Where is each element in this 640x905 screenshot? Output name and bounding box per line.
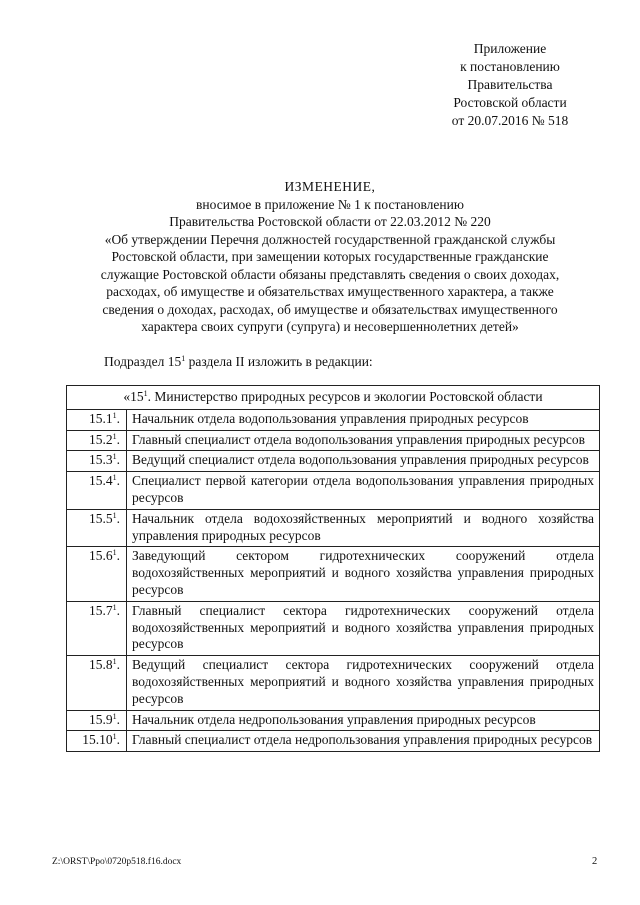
table-row: [67, 731, 600, 752]
position-number: 15.4: [89, 473, 113, 489]
appendix-line: к постановлению: [460, 59, 560, 74]
position-title-cell: Главный специалист отдела недропользования управления природных ресурсов: [127, 731, 600, 752]
position-title-cell: Начальник отдела недропользования управления природных ресурсов: [127, 710, 600, 731]
table-header-row: [67, 386, 600, 410]
position-title-cell: Начальник отдела водопользования управления природных ресурсов: [127, 409, 600, 430]
ministry-header-cell: [67, 386, 600, 410]
position-title-cell: Специалист первой категории отдела водопользования управления природных ресурсов: [127, 472, 600, 510]
positions-table: [66, 385, 600, 752]
table-row: [67, 656, 600, 710]
position-title-cell: Заведующий сектором гидротехнических сооружений отдела водохозяйственных мероприятий и водного хозяйства управления природных ресурсов: [127, 547, 600, 601]
position-number-suffix: .: [116, 452, 120, 468]
position-number-suffix: .: [116, 711, 120, 727]
position-number-suffix: .: [116, 410, 120, 426]
title-line: характера своих супруги (супруга) и несовершеннолетних детей»: [141, 319, 519, 334]
position-number-superscript: 1: [112, 602, 117, 612]
intro-text: Подраздел 15: [104, 354, 182, 369]
table-row: [67, 472, 600, 510]
table-row: [67, 409, 600, 430]
position-number: 15.9: [89, 711, 113, 727]
position-number: 15.8: [89, 657, 113, 673]
position-number-cell: [67, 656, 127, 710]
header-prefix: «15: [123, 389, 144, 404]
title-line: «Об утверждении Перечня должностей государственной гражданской службы: [104, 231, 556, 247]
position-number-superscript: 1: [112, 711, 117, 721]
appendix-line: Приложение: [473, 41, 547, 56]
position-number-suffix: .: [116, 510, 120, 526]
footer-file-path: Z:\ORST\Ppo\0720p518.f16.docx: [52, 857, 182, 867]
position-title-cell: Начальник отдела водохозяйственных мероприятий и водного хозяйства управления природных ресурсов: [127, 509, 600, 547]
position-number-cell: [67, 409, 127, 430]
title-line: расходах, об имуществе и обязательствах имущественного характера, а также: [106, 284, 554, 299]
position-number-suffix: .: [116, 431, 120, 447]
position-number-suffix: .: [116, 602, 120, 618]
intro-paragraph: [104, 353, 373, 370]
title-line: вносимое в приложение № 1 к постановлению: [196, 196, 464, 212]
position-number-cell: [67, 472, 127, 510]
position-number-cell: [67, 547, 127, 601]
position-number: 15.1: [89, 410, 113, 426]
intro-text-rest: раздела II изложить в редакции:: [185, 354, 373, 369]
position-number-superscript: 1: [112, 431, 117, 441]
position-number-superscript: 1: [112, 548, 117, 558]
appendix-block: [412, 40, 608, 130]
table-row: [67, 509, 600, 547]
position-title-cell: Ведущий специалист сектора гидротехнических сооружений отдела водохозяйственных мероприятий и водного хозяйства управления природных ресурсов: [127, 656, 600, 710]
page-number: 2: [592, 856, 598, 867]
position-number-suffix: .: [116, 657, 120, 673]
document-title: ИЗМЕНЕНИЕ,: [284, 179, 376, 194]
position-number: 15.7: [89, 602, 113, 618]
table-row: [67, 710, 600, 731]
header-text: . Министерство природных ресурсов и экологии Ростовской области: [147, 389, 543, 404]
appendix-line: от 20.07.2016 № 518: [451, 113, 569, 128]
title-line: сведения о доходах, расходах, об имуществе и обязательствах имущественного: [102, 301, 558, 317]
position-number-superscript: 1: [112, 410, 117, 420]
table-row: [67, 601, 600, 655]
position-number-suffix: .: [116, 732, 120, 748]
appendix-line: Ростовской области: [453, 95, 567, 110]
position-number: 15.3: [89, 452, 113, 468]
position-number-superscript: 1: [112, 510, 117, 520]
position-number-cell: [67, 430, 127, 451]
position-number-cell: [67, 601, 127, 655]
table-row: [67, 547, 600, 601]
intro-superscript: 1: [181, 354, 186, 363]
document-title-block: [60, 178, 600, 336]
position-number: 15.6: [89, 548, 113, 564]
position-number: 15.10: [82, 732, 113, 748]
position-number-cell: [67, 731, 127, 752]
position-number-superscript: 1: [112, 732, 117, 742]
position-number-cell: [67, 710, 127, 731]
position-number-cell: [67, 509, 127, 547]
position-number-suffix: .: [116, 473, 120, 489]
position-number: 15.5: [89, 510, 113, 526]
appendix-line: Правительства: [467, 77, 553, 92]
position-number: 15.2: [89, 431, 113, 447]
position-number-superscript: 1: [112, 657, 117, 667]
position-title-cell: Ведущий специалист отдела водопользования управления природных ресурсов: [127, 451, 600, 472]
position-number-suffix: .: [116, 548, 120, 564]
position-number-superscript: 1: [112, 452, 117, 462]
title-line: Правительства Ростовской области от 22.03.2012 № 220: [169, 214, 491, 229]
position-number-cell: [67, 451, 127, 472]
header-superscript: 1: [143, 389, 148, 398]
table-row: [67, 430, 600, 451]
title-line: Ростовской области, при замещении которых государственные гражданские: [111, 249, 549, 264]
position-title-cell: Главный специалист отдела водопользования управления природных ресурсов: [127, 430, 600, 451]
position-title-cell: Главный специалист сектора гидротехнических сооружений отдела водохозяйственных мероприятий и водного хозяйства управления природных ресурсов: [127, 601, 600, 655]
table-row: [67, 451, 600, 472]
title-line: служащие Ростовской области обязаны представлять сведения о своих доходах,: [100, 266, 560, 282]
position-number-superscript: 1: [112, 473, 117, 483]
